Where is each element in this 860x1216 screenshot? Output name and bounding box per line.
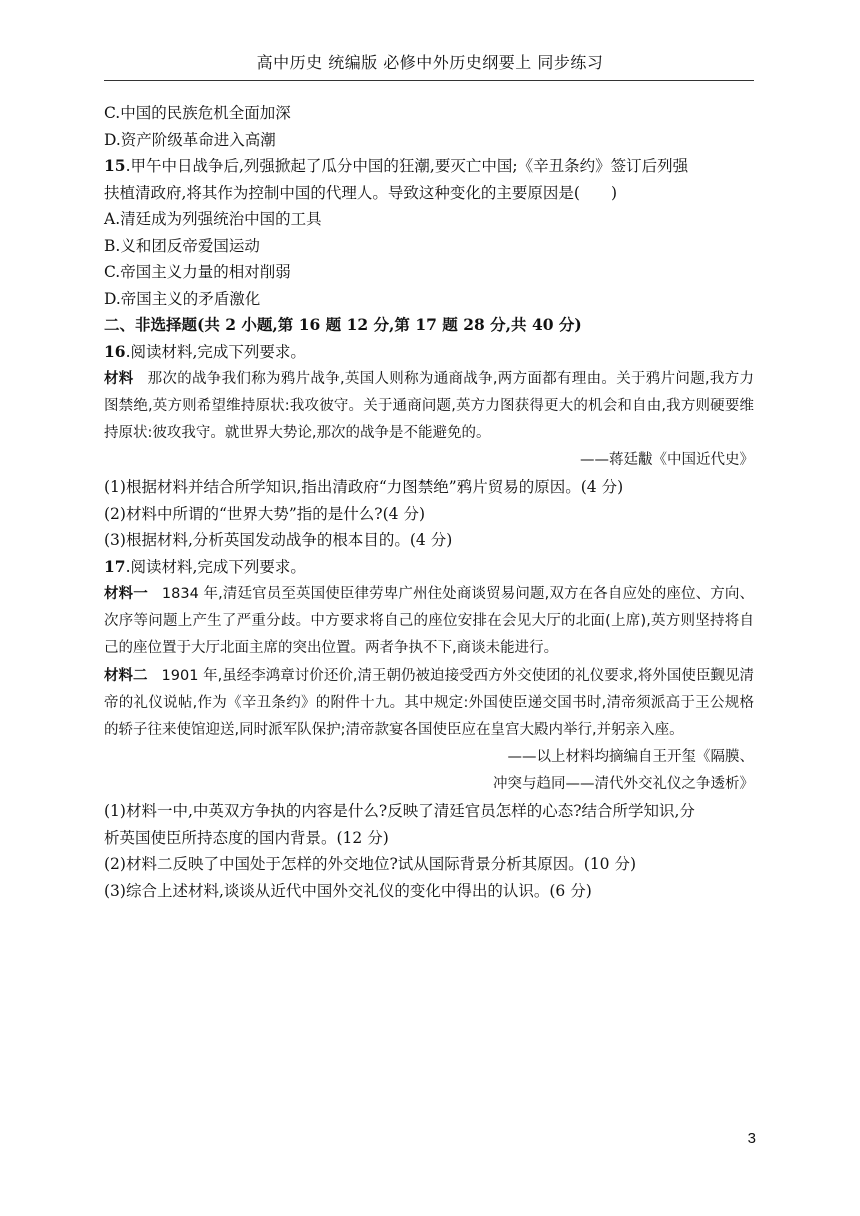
q16-prompt: .阅读材料,完成下列要求。 — [125, 342, 306, 361]
q17-number: 17 — [104, 556, 126, 576]
q17-material1 — [104, 580, 754, 662]
q17-material1-tag: 材料一 — [104, 585, 148, 602]
q17-prompt: .阅读材料,完成下列要求。 — [125, 557, 306, 576]
q15-option-c: C.帝国主义力量的相对削弱 — [104, 263, 291, 281]
section-title: 二、非选择题(共 2 小题,第 16 题 12 分,第 17 题 28 分,共 40 分) — [104, 315, 582, 334]
q14-option-d: D.资产阶级革命进入高潮 — [104, 130, 276, 149]
q16-source: ——蒋廷黻《中国近代史》 — [580, 452, 754, 468]
q16-material-tag: 材料 — [104, 370, 134, 387]
q17-sub1-line1: (1)材料一中,中英双方争执的内容是什么?反映了清廷官员怎样的心态?结合所学知识,分 — [104, 802, 695, 820]
q17-material2-tag: 材料二 — [104, 667, 148, 684]
q17-material2-text: 1901 年,虽经李鸿章讨价还价,清王朝仍被迫接受西方外交使团的礼仪要求,将外国使臣觐见清帝的礼仪说帖,作为《辛丑条约》的附件十九。其中规定:外国使臣递交国书时,清帝须派高于王公规格的轿子往来使馆迎送,同时派军队保护;清帝款宴各国使臣应在皇宫大殿内举行,并躬亲入座。 — [104, 668, 754, 738]
q16-material — [104, 365, 754, 447]
q17-source-line1: ——以上材料均摘编自王开玺《隔膜、 — [507, 749, 754, 765]
page-number: 3 — [747, 1130, 756, 1147]
q17-prompt-line — [104, 554, 754, 581]
q17-material1-text: 1834 年,清廷官员至英国使臣律劳卑广州住处商谈贸易问题,双方在各自应处的座位、方向、次序等问题上产生了严重分歧。中方要求将自己的座位安排在会见大厅的北面(上席),英方则坚持将自己的座位置于大厅北面主席的突出位置。两者争执不下,商谈未能进行。 — [104, 586, 755, 656]
q16-material-text: 那次的战争我们称为鸦片战争,英国人则称为通商战争,两方面都有理由。关于鸦片问题,我方力图禁绝,英方则希望维持原状:我攻彼守。关于通商问题,英方力图获得更大的机会和自由,我方则硬要维持原状:彼攻我守。就世界大势论,那次的战争是不能避免的。 — [104, 371, 755, 441]
q14-option-c: C.中国的民族危机全面加深 — [104, 104, 291, 122]
q15-stem-line2: 扶植清政府,将其作为控制中国的代理人。导致这种变化的主要原因是( ) — [104, 183, 618, 202]
q16-prompt-line — [104, 339, 754, 366]
q16-sub3: (3)根据材料,分析英国发动战争的根本目的。(4 分) — [104, 531, 453, 549]
q16-sub1: (1)根据材料并结合所学知识,指出清政府“力图禁绝”鸦片贸易的原因。(4 分) — [104, 478, 624, 496]
q15-option-d: D.帝国主义的矛盾激化 — [104, 289, 261, 308]
q17-sub1-line2: 析英国使臣所持态度的国内背景。(12 分) — [104, 828, 389, 847]
q15-option-b: B.义和团反帝爱国运动 — [104, 236, 260, 255]
q17-sub3: (3)综合上述材料,谈谈从近代中国外交礼仪的变化中得出的认识。(6 分) — [104, 881, 592, 900]
page-header: 高中历史 统编版 必修中外历史纲要上 同步练习 — [256, 53, 604, 72]
document-body — [104, 100, 754, 904]
q16-sub2: (2)材料中所谓的“世界大势”指的是什么?(4 分) — [104, 504, 425, 523]
q17-material2 — [104, 662, 754, 744]
q15-stem-text: .甲午中日战争后,列强掀起了瓜分中国的狂潮,要灭亡中国;《辛丑条约》签订后列强 — [125, 157, 689, 175]
q17-sub2: (2)材料二反映了中国处于怎样的外交地位?试从国际背景分析其原因。(10 分) — [104, 855, 637, 873]
q15-option-a: A.清廷成为列强统治中国的工具 — [104, 210, 322, 228]
q17-source-line2: 冲突与趋同——清代外交礼仪之争透析》 — [493, 776, 754, 792]
q16-number: 16 — [104, 341, 126, 361]
q15-stem-line1 — [104, 153, 754, 180]
q15-number: 15 — [104, 156, 126, 175]
header-divider — [104, 80, 754, 81]
